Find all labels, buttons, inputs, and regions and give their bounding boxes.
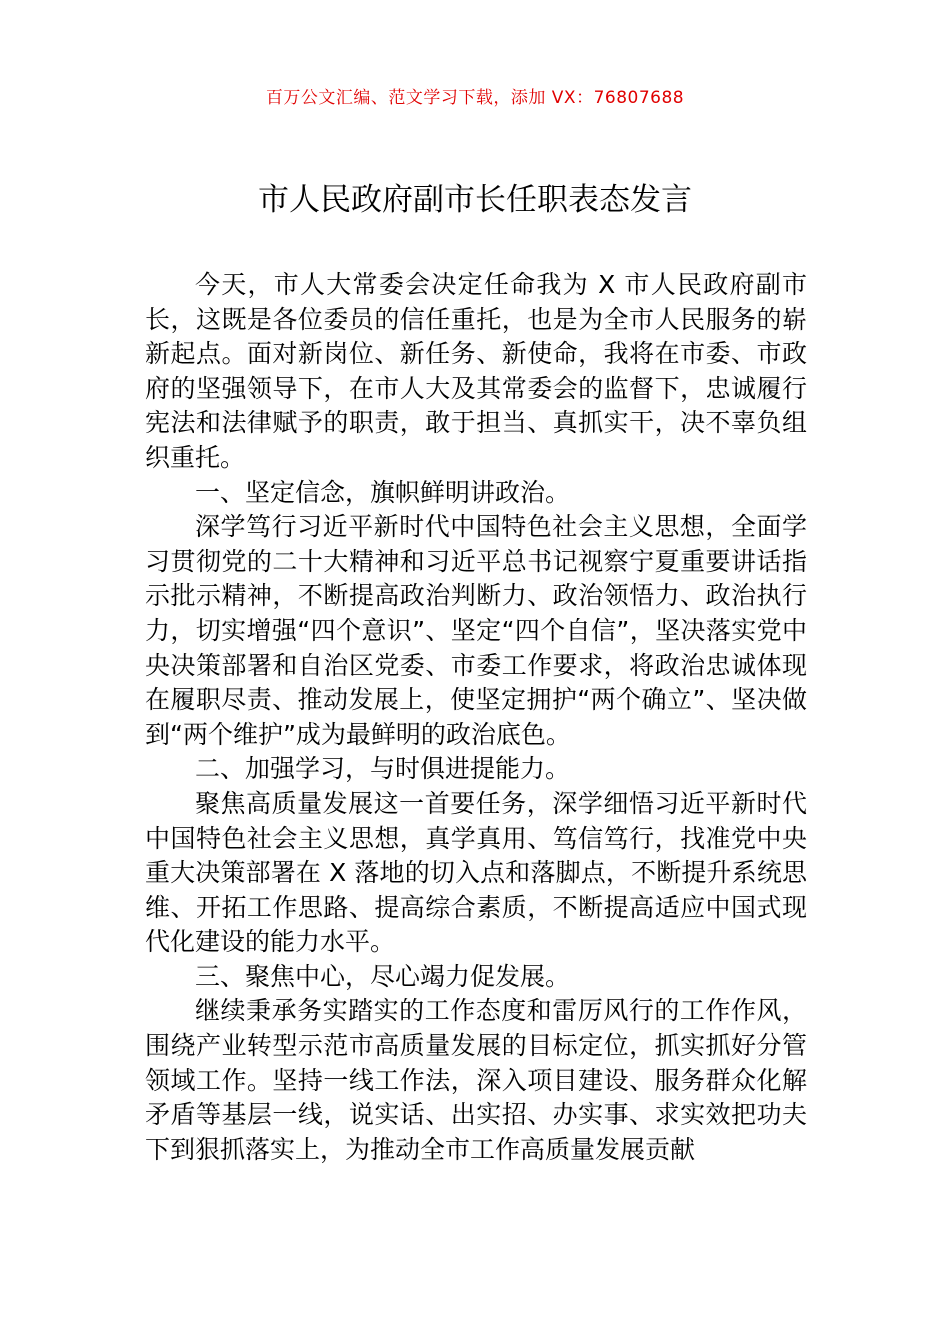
document-body (145, 268, 807, 1167)
paragraph-intro: 今天，市人大常委会决定任命我为 X 市人民政府副市长，这既是各位委员的信任重托，也是为全市人民服务的崭新起点。面对新岗位、新任务、新使命，我将在市委、市政府的坚强领导下，在市人大及其常委会的监督下，忠诚履行宪法和法律赋予的职责，敢于担当、真抓实干，决不辜负组织重托。 (145, 270, 807, 472)
document-title: 市人民政府副市长任职表态发言 (258, 182, 692, 218)
section-heading-3: 三、聚焦中心，尽心竭力促发展。 (195, 961, 571, 991)
section-heading-1: 一、坚定信念，旗帜鲜明讲政治。 (195, 477, 571, 507)
paragraph-section-1: 深学笃行习近平新时代中国特色社会主义思想，全面学习贯彻党的二十大精神和习近平总书记视察宁夏重要讲话指示批示精神，不断提高政治判断力、政治领悟力、政治执行力，切实增强“四个意识”、坚定“四个自信”，坚决落实党中央决策部署和自治区党委、市委工作要求，将政治忠诚体现在履职尽责、推动发展上，使坚定拥护“两个确立”、坚决做到“两个维护”成为最鲜明的政治底色。 (145, 512, 807, 749)
section-heading-2: 二、加强学习，与时俱进提能力。 (195, 754, 571, 784)
paragraph-section-3: 继续秉承务实踏实的工作态度和雷厉风行的工作作风，围绕产业转型示范市高质量发展的目标定位，抓实抓好分管领域工作。坚持一线工作法，深入项目建设、服务群众化解矛盾等基层一线，说实话、出实招、办实事、求实效把功夫下到狠抓落实上，为推动全市工作高质量发展贡献 (145, 996, 807, 1164)
paragraph-section-2: 聚焦高质量发展这一首要任务，深学细悟习近平新时代中国特色社会主义思想，真学真用、笃信笃行，找准党中央重大决策部署在 X 落地的切入点和落脚点，不断提升系统思维、开拓工作思路、提高综合素质，不断提高适应中国式现代化建设的能力水平。 (145, 788, 807, 957)
download-notice: 百万公文汇编、范文学习下载，添加 VX：76807688 (265, 88, 685, 108)
